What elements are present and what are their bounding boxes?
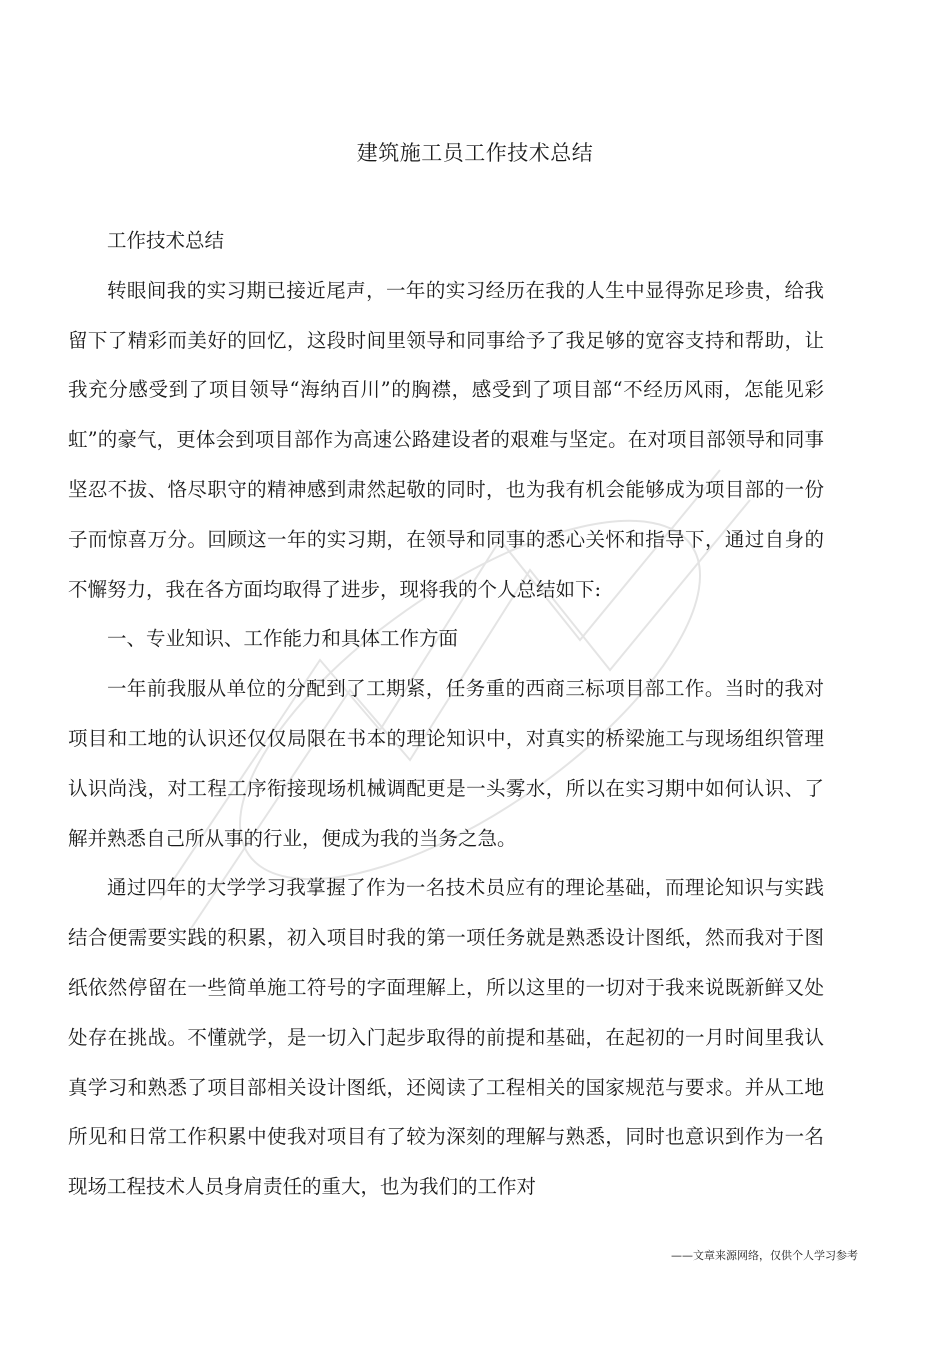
section-heading: 工作技术总结 <box>107 229 225 252</box>
body-paragraph: 通过四年的大学学习我掌握了作为一名技术员应有的理论基础，而理论知识与实践结合便需要实践的积累，初入项目时我的第一项任务就是熟悉设计图纸，然而我对于图纸依然停留在一些简单施工符号的字面理解上，所以这里的一切对于我来说既新鲜又处处存在挑战。不懂就学，是一切入门起步取得的前提和基础，在起初的一月时间里我认真学习和熟悉了项目部相关设计图纸，还阅读了工程相关的国家规范与要求。并从工地所见和日常工作积累中使我对项目有了较为深刻的理解与熟悉，同时也意识到作为一名现场工程技术人员身肩责任的重大，也为我们的工作对 <box>68 876 824 1199</box>
section-heading: 一、专业知识、工作能力和具体工作方面 <box>107 627 459 651</box>
body-paragraph: 一年前我服从单位的分配到了工期紧，任务重的西商三标项目部工作。当时的我对项目和工地的认识还仅仅局限在书本的理论知识中，对真实的桥梁施工与现场组织管理认识尚浅，对工程工序衔接现场机械调配更是一头雾水，所以在实习期中如何认识、了解并熟悉自己所从事的行业，便成为我的当务之急。 <box>68 677 824 850</box>
document-body <box>68 216 824 1212</box>
body-paragraph: 转眼间我的实习期已接近尾声，一年的实习经历在我的人生中显得弥足珍贵，给我留下了精彩而美好的回忆，这段时间里领导和同事给予了我足够的宽容支持和帮助，让我充分感受到了项目领导“海纳百川”的胸襟，感受到了项目部“不经历风雨，怎能见彩虹”的豪气，更体会到项目部作为高速公路建设者的艰难与坚定。在对项目部领导和同事坚忍不拔、恪尽职守的精神感到肃然起敬的同时，也为我有机会能够成为项目部的一份子而惊喜万分。回顾这一年的实习期，在领导和同事的悉心关怀和指导下，通过自身的不懈努力，我在各方面均取得了进步，现将我的个人总结如下: <box>68 278 824 601</box>
footer-note: ——文章来源网络，仅供个人学习参考 <box>671 1249 858 1262</box>
document-title: 建筑施工员工作技术总结 <box>356 141 594 165</box>
